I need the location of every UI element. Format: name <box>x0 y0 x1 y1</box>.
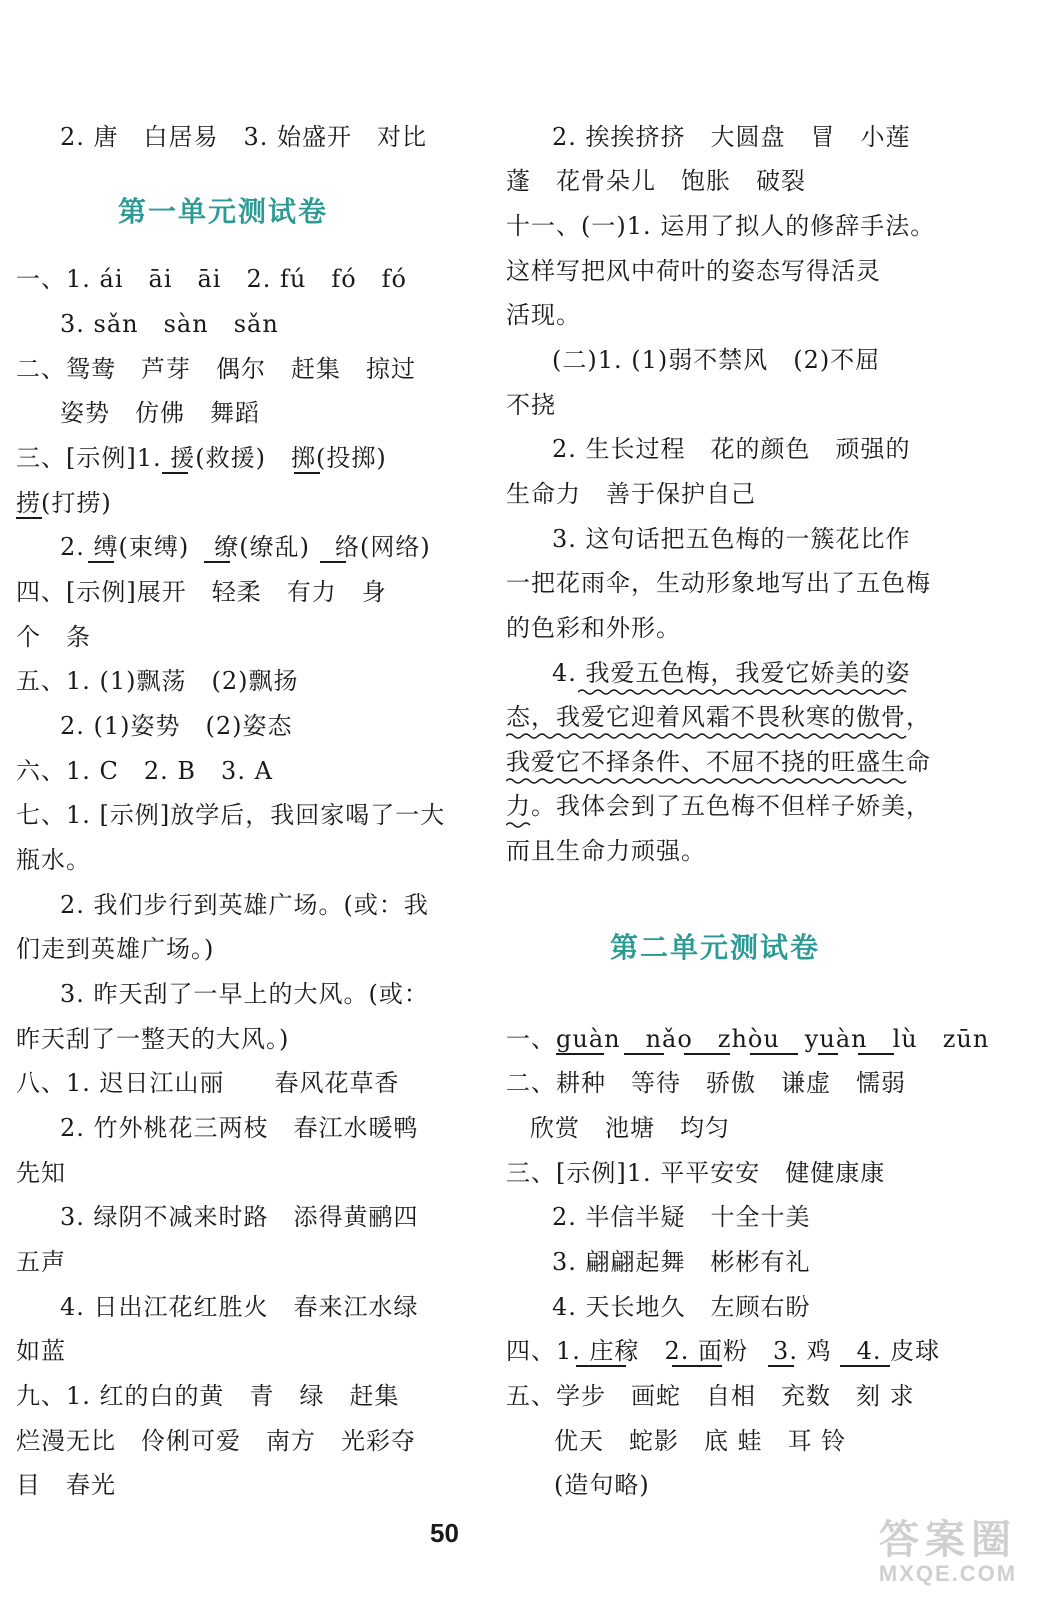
underline-mark <box>768 1365 794 1367</box>
underline-mark <box>294 472 320 474</box>
answer-line: 活现。 <box>506 301 581 329</box>
watermark-logo <box>848 1518 1048 1592</box>
answer-line: 姿势 仿佛 舞蹈 <box>60 399 260 427</box>
answer-line: 3. 这句话把五色梅的一簇花比作 <box>552 525 911 553</box>
underline-mark <box>684 1053 730 1055</box>
answer-line: 2. 生长过程 花的颜色 顽强的 <box>552 435 911 463</box>
section-title-unit-1: 第一单元测试卷 <box>118 195 329 228</box>
underline-mark <box>858 1053 894 1055</box>
page-number: 50 <box>430 1518 459 1548</box>
answer-line: 我爱它不择条件、不屈不挠的旺盛生命 <box>506 748 931 776</box>
answer-line: (造句略) <box>554 1471 650 1499</box>
watermark-text: 答案圈 <box>879 1518 1017 1562</box>
answer-line: 2. (1)姿势 (2)姿态 <box>60 712 293 740</box>
underline-mark <box>556 1053 604 1055</box>
answer-line: 的色彩和外形。 <box>506 614 681 642</box>
answer-line: 蓬 花骨朵儿 饱胀 破裂 <box>506 167 806 195</box>
wavy-underline <box>506 732 912 740</box>
answer-line: 八、1. 迟日江山丽 春风花草香 <box>16 1069 400 1097</box>
answer-line: 二、耕种 等待 骄傲 谦虚 懦弱 <box>506 1069 906 1097</box>
answer-line: 态，我爱它迎着风霜不畏秋寒的傲骨， <box>506 703 931 731</box>
underline-mark <box>750 1053 798 1055</box>
answer-line: 4. 我爱五色梅，我爱它娇美的姿 <box>552 659 911 687</box>
answer-line: 七、1. [示例]放学后，我回家喝了一大 <box>16 801 446 829</box>
underline-mark <box>576 1365 626 1367</box>
underline-mark <box>672 1365 722 1367</box>
answer-line: 一、1. ái āi āi 2. fú fó fó <box>16 265 408 293</box>
answer-line: 三、[示例]1. 援(救援) 掷(投掷) <box>16 444 387 472</box>
answer-line: 不挠 <box>506 391 556 419</box>
answer-line: 3. 昨天刮了一早上的大风。(或： <box>60 980 429 1008</box>
answer-line: 2. 挨挨挤挤 大圆盘 冒 小莲 <box>552 123 911 151</box>
answer-line: 2. 唐 白居易 3. 始盛开 对比 <box>60 123 428 151</box>
underline-mark <box>818 1053 838 1055</box>
answer-line: 2. 半信半疑 十全十美 <box>552 1203 811 1231</box>
underline-mark <box>88 561 114 563</box>
answer-line: 2. 缚(束缚) 缭(缭乱) 络(网络) <box>60 533 431 561</box>
answer-line: 九、1. 红的白的黄 青 绿 赶集 <box>16 1382 400 1410</box>
answer-line: 们走到英雄广场。) <box>16 935 215 963</box>
answer-line: 个 条 <box>16 623 91 651</box>
answer-line: 昨天刮了一整天的大风。) <box>16 1025 290 1053</box>
answer-line: 四、[示例]展开 轻柔 有力 身 <box>16 578 387 606</box>
underline-mark <box>320 561 346 563</box>
answer-line: 生命力 善于保护自己 <box>506 480 756 508</box>
answer-line: 六、1. C 2. B 3. A <box>16 757 273 785</box>
answer-line: 这样写把风中荷叶的姿态写得活灵 <box>506 257 881 285</box>
underline-mark <box>624 1053 664 1055</box>
answer-line: 一、guàn nǎo zhòu yuàn lù zūn <box>506 1025 990 1053</box>
answer-line: 五声 <box>16 1248 66 1276</box>
answer-line: 2. 我们步行到英雄广场。(或：我 <box>60 891 429 919</box>
watermark-url: MXQE.COM <box>878 1561 1018 1586</box>
section-title-unit-2: 第二单元测试卷 <box>610 931 821 964</box>
underline-mark <box>840 1365 890 1367</box>
answer-line: 二、鸳鸯 芦芽 偶尔 赶集 掠过 <box>16 355 416 383</box>
answer-line: 优天 蛇影 底 蛙 耳 铃 <box>554 1427 847 1455</box>
answer-line: (二)1. (1)弱不禁风 (2)不屈 <box>552 346 881 374</box>
wavy-underline <box>506 821 532 829</box>
underline-mark <box>16 517 42 519</box>
answer-line: 欣赏 池塘 均匀 <box>530 1114 730 1142</box>
answer-line: 如蓝 <box>16 1337 66 1365</box>
answer-line: 十一、(一)1. 运用了拟人的修辞手法。 <box>506 212 936 240</box>
answer-line: 四、1. 庄稼 2. 面粉 3. 鸡 4. 皮球 <box>506 1337 941 1365</box>
answer-line: 2. 竹外桃花三两枝 春江水暖鸭 <box>60 1114 419 1142</box>
underline-mark <box>204 561 230 563</box>
answer-line: 瓶水。 <box>16 846 91 874</box>
answer-line: 捞(打捞) <box>16 489 112 517</box>
answer-line: 力。我体会到了五色梅不但样子娇美， <box>506 792 931 820</box>
answer-line: 先知 <box>16 1159 66 1187</box>
answer-line: 目 春光 <box>16 1471 116 1499</box>
answer-line: 而且生命力顽强。 <box>506 837 706 865</box>
answer-line: 4. 天长地久 左顾右盼 <box>552 1293 811 1321</box>
underline-mark <box>162 472 188 474</box>
answer-line: 3. sǎn sàn sǎn <box>60 310 279 338</box>
answer-line: 一把花雨伞，生动形象地写出了五色梅 <box>506 569 931 597</box>
answer-line: 五、1. (1)飘荡 (2)飘扬 <box>16 667 299 695</box>
answer-line: 4. 日出江花红胜火 春来江水绿 <box>60 1293 419 1321</box>
answer-line: 五、学步 画蛇 自相 充数 刻 求 <box>506 1382 915 1410</box>
answer-line: 三、[示例]1. 平平安安 健健康康 <box>506 1159 886 1187</box>
answer-line: 3. 绿阴不减来时路 添得黄鹂四 <box>60 1203 419 1231</box>
answer-line: 3. 翩翩起舞 彬彬有礼 <box>552 1248 811 1276</box>
wavy-underline <box>506 777 912 785</box>
wavy-underline <box>578 688 912 696</box>
answer-line: 烂漫无比 伶俐可爱 南方 光彩夺 <box>16 1427 416 1455</box>
